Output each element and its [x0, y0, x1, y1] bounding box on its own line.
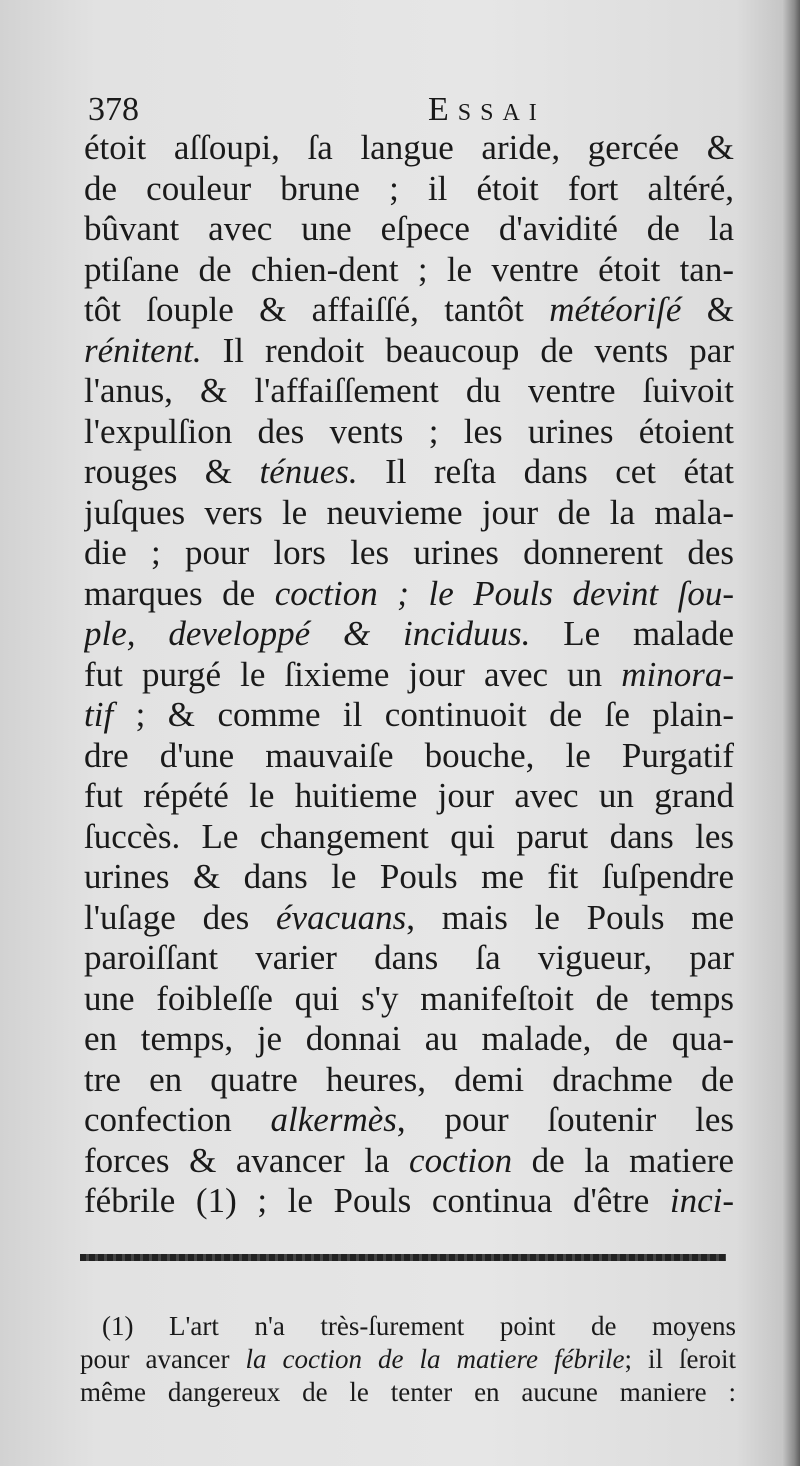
- text-line: tôt ſouple & affaiſſé, tantôt météoriſé &: [84, 290, 734, 329]
- text-line: forces & avancer la coction de la matiere: [84, 1140, 734, 1180]
- italic-text: la coction de la matiere fébrile: [245, 1344, 625, 1374]
- text-line: tre en quatre heures, demi drachme de: [84, 1059, 734, 1099]
- text-line: ptiſane de chien-dent ; le ventre étoit tan-: [84, 249, 734, 289]
- footnote-line: (1) L'art n'a très-ſurement point de moyens: [102, 1311, 736, 1341]
- text-line: fut purgé le ſixieme jour avec un minora-: [84, 654, 734, 694]
- text-line: l'expulſion des vents ; les urines étoient: [84, 411, 734, 451]
- text-line: rouges & ténues. Il reſta dans cet état: [84, 452, 734, 491]
- footnote-line: pour avancer la coction de la matiere fébrile; il ſeroit: [80, 1344, 736, 1374]
- italic-text: météoriſé: [549, 290, 682, 329]
- text-line: fut répété le huitieme jour avec un grand: [84, 776, 734, 815]
- text-line: une foibleſſe qui s'y manifeſtoit de temps: [84, 978, 734, 1018]
- text-line: en temps, je donnai au malade, de qua-: [84, 1019, 734, 1058]
- text-line: étoit aſſoupi, ſa langue aride, gercée &: [84, 128, 734, 167]
- text-line: ple, developpé & inciduus. Le malade: [84, 614, 734, 653]
- italic-text: alkermès: [270, 1100, 397, 1139]
- text-line: ſuccès. Le changement qui parut dans les: [84, 816, 734, 856]
- text-line: marques de coction ; le Pouls devint ſou-: [84, 573, 734, 613]
- text-line: rénitent. Il rendoit beaucoup de vents par: [84, 330, 734, 370]
- text-line: tif ; & comme il continuoit de ſe plain-: [84, 695, 734, 734]
- footnote: [80, 1310, 736, 1409]
- text-line: confection alkermès, pour ſoutenir les: [84, 1100, 734, 1139]
- text-line: dre d'une mauvaiſe bouche, le Purgatif: [84, 735, 734, 775]
- running-head: Essai: [428, 91, 546, 128]
- text-line: die ; pour lors les urines donnerent des: [84, 533, 734, 572]
- italic-text: coction: [409, 1140, 513, 1180]
- italic-text: ténues.: [259, 452, 358, 491]
- italic-text: rénitent.: [84, 330, 202, 370]
- text-line: l'anus, & l'affaiſſement du ventre ſuivoit: [84, 371, 734, 410]
- text-line: fébrile (1) ; le Pouls continua d'être inci-: [84, 1181, 734, 1220]
- page-number: 378: [88, 91, 139, 128]
- body-text: [84, 128, 734, 1222]
- text-line: urines & dans le Pouls me fit ſuſpendre: [84, 857, 734, 896]
- italic-text: ple, developpé & inciduus.: [84, 614, 531, 653]
- text-line: paroiſſant varier dans ſa vigueur, par: [84, 938, 734, 977]
- italic-text: tif: [84, 695, 114, 734]
- text-line: juſques vers le neuvieme jour de la mala-: [84, 492, 734, 532]
- italic-text: minora-: [621, 654, 734, 694]
- footnote-rule: [80, 1254, 726, 1261]
- italic-text: évacuans: [276, 897, 407, 937]
- page-header: [88, 88, 728, 132]
- italic-text: inci-: [669, 1181, 734, 1220]
- text-line: bûvant avec une eſpece d'avidité de la: [84, 209, 734, 248]
- footnote-line: même dangereux de le tenter en aucune maniere :: [80, 1377, 736, 1407]
- page-edge: [782, 0, 800, 1466]
- text-line: de couleur brune ; il étoit fort altéré,: [84, 168, 734, 208]
- text-line: l'uſage des évacuans, mais le Pouls me: [84, 897, 734, 937]
- italic-text: coction ; le Pouls devint ſou-: [274, 573, 734, 613]
